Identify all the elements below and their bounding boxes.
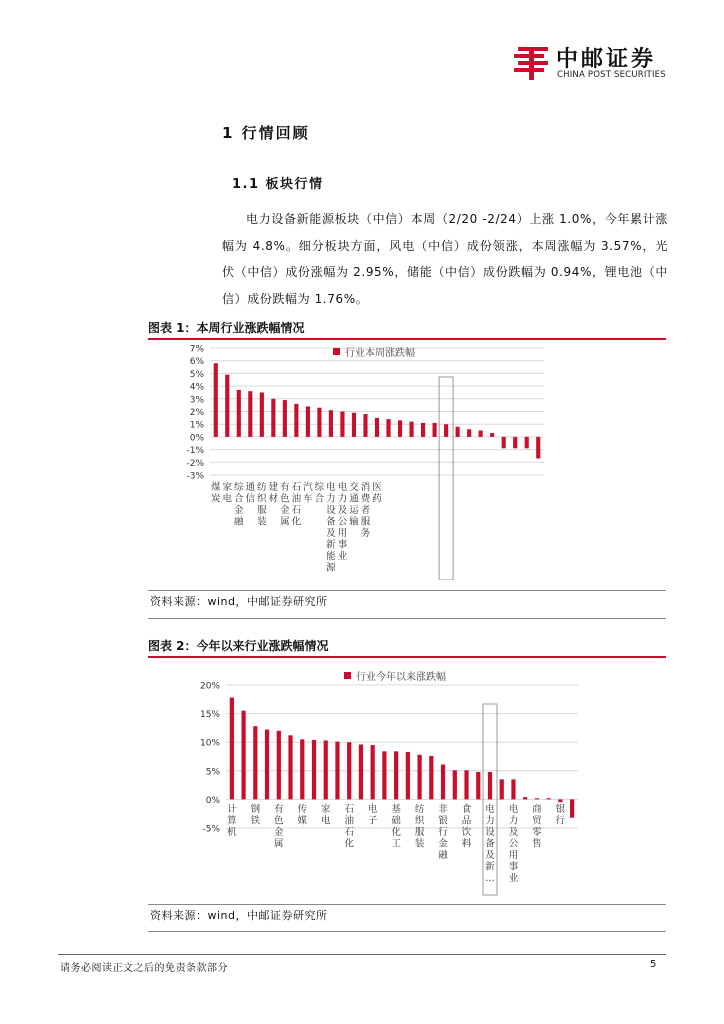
brand-name-cn: 中邮证券	[556, 47, 657, 72]
x-label-char: 行	[438, 827, 448, 838]
bar	[300, 739, 304, 799]
bar	[467, 429, 471, 437]
figure2-title: 图表 2：今年以来行业涨跌幅情况	[148, 638, 666, 658]
x-label-char: 装	[257, 516, 267, 528]
x-label-char: 消	[360, 482, 371, 493]
figure1-divider	[148, 590, 666, 591]
legend-swatch	[344, 672, 351, 679]
y-tick-label: 15%	[199, 710, 220, 721]
figure1-title: 图表 1：本周行业涨跌幅情况	[148, 320, 666, 340]
x-label-char: 算	[227, 815, 237, 827]
x-label-char: 用	[508, 850, 519, 861]
x-label-char: 合	[234, 493, 244, 505]
x-label-char: 用	[337, 528, 348, 539]
x-label-char: 传	[297, 804, 308, 815]
bar	[433, 423, 437, 437]
y-tick-label: 0%	[205, 795, 220, 806]
bar	[312, 740, 316, 799]
x-category-label	[303, 481, 313, 505]
x-label-char: 金	[438, 838, 448, 850]
x-label-char: 属	[274, 838, 284, 850]
bar	[513, 437, 517, 448]
x-label-char: 石	[291, 482, 302, 493]
x-label-char: 综	[234, 482, 244, 493]
y-tick-label: 5%	[205, 767, 220, 778]
section-title: 1 行情回顾	[222, 124, 310, 142]
x-label-char: 色	[280, 493, 290, 505]
bar	[429, 756, 433, 799]
bar	[363, 414, 367, 437]
x-label-char: 电	[508, 804, 519, 815]
bar	[511, 779, 515, 799]
x-label-char: 饮	[461, 827, 472, 838]
x-label-char: 装	[414, 838, 425, 850]
x-label-char: 零	[532, 827, 542, 838]
bar	[225, 375, 229, 437]
x-category-label	[292, 482, 302, 528]
subsection-title: 1.1 板块行情	[232, 177, 324, 192]
x-label-char: …	[485, 873, 495, 884]
y-tick-label: 5%	[189, 369, 204, 380]
bar	[535, 798, 539, 799]
x-label-char: 金	[234, 505, 244, 516]
x-label-char: 公	[337, 516, 348, 528]
y-tick-label: 1%	[189, 420, 204, 431]
x-category-label	[391, 803, 401, 850]
bar	[409, 422, 413, 437]
x-label-char: 纺	[414, 804, 425, 815]
x-label-char: 通	[349, 493, 359, 505]
figure2-source: 资料来源：wind，中邮证券研究所	[150, 909, 328, 922]
x-label-char: 料	[461, 838, 472, 850]
x-category-label	[269, 481, 279, 505]
x-label-char: 业	[337, 551, 348, 562]
bar	[570, 799, 574, 817]
x-label-char: 非	[438, 804, 448, 815]
bar	[490, 433, 494, 437]
bar	[371, 745, 375, 799]
x-label-char: 子	[367, 815, 378, 827]
bar	[277, 731, 281, 800]
china-post-logo-icon	[512, 44, 552, 80]
x-label-char: 建	[268, 482, 279, 493]
x-category-label	[257, 481, 267, 528]
bar	[421, 423, 425, 437]
x-label-char: 能	[326, 551, 336, 562]
bar	[359, 744, 363, 799]
bar	[441, 765, 445, 800]
x-category-label	[246, 482, 256, 505]
x-label-char: 品	[461, 815, 472, 827]
x-label-char: 新	[485, 861, 495, 873]
x-category-label	[509, 803, 519, 884]
x-label-char: 商	[532, 804, 542, 815]
x-label-char: 石	[344, 827, 354, 838]
y-tick-label: -1%	[186, 446, 204, 457]
x-label-char: 化	[391, 827, 401, 838]
x-label-char: 属	[280, 516, 290, 528]
footer-disclaimer: 请务必阅读正文之后的免责条款部分	[60, 963, 228, 974]
x-label-char: 源	[326, 562, 336, 574]
x-label-char: 化	[291, 516, 302, 528]
x-label-char: 机	[227, 827, 237, 838]
x-label-char: 药	[372, 493, 382, 505]
bar	[456, 427, 460, 437]
legend-label: 行业本周涨跌幅	[345, 348, 415, 359]
x-label-char: 金	[280, 505, 290, 516]
x-label-char: 者	[360, 505, 371, 516]
bar	[547, 798, 551, 799]
x-label-char: 通	[245, 482, 256, 493]
y-tick-label: 2%	[189, 408, 204, 418]
bar	[230, 698, 234, 800]
x-category-label	[415, 803, 425, 850]
x-label-char: 银	[555, 804, 566, 815]
x-label-char: 公	[508, 838, 519, 850]
x-category-label	[227, 803, 237, 838]
x-label-char: 纺	[257, 482, 267, 493]
x-label-char: 融	[438, 850, 448, 861]
x-label-char: 银	[438, 815, 448, 827]
x-label-char: 油	[344, 815, 354, 827]
bar	[464, 770, 468, 799]
bar	[558, 799, 562, 802]
x-label-char: 医	[372, 482, 382, 493]
legend-label: 行业今年以来涨跌幅	[356, 672, 446, 683]
figure1-bottom-border	[148, 618, 666, 619]
x-label-char: 设	[326, 505, 336, 516]
y-tick-label: 3%	[189, 395, 204, 406]
bar	[237, 390, 241, 437]
x-label-char: 及	[326, 528, 336, 539]
bar	[329, 410, 333, 437]
x-category-label	[251, 803, 261, 827]
x-label-char: 织	[414, 815, 425, 827]
highlight-box	[439, 377, 453, 580]
bar	[444, 424, 448, 437]
x-label-char: 力	[508, 815, 519, 827]
bar	[525, 437, 529, 448]
x-label-char: 媒	[297, 815, 308, 827]
figure1-chart	[148, 340, 666, 580]
y-tick-label: 7%	[189, 344, 204, 355]
x-label-char: 电	[222, 493, 233, 505]
x-category-label	[274, 803, 284, 850]
x-label-char: 及	[485, 850, 495, 861]
x-label-char: 钢	[250, 804, 261, 815]
bar	[283, 400, 287, 437]
x-label-char: 备	[485, 838, 495, 850]
x-category-label	[462, 803, 472, 850]
x-label-char: 有	[280, 482, 290, 493]
bar	[335, 742, 339, 800]
x-label-char: 费	[360, 493, 371, 505]
bar	[324, 740, 328, 799]
x-category-label	[361, 481, 371, 539]
bar	[352, 413, 356, 437]
y-tick-label: -2%	[186, 458, 204, 469]
bar	[479, 431, 483, 437]
x-label-char: 业	[508, 873, 519, 884]
y-tick-label: 20%	[199, 681, 220, 692]
figure2-divider	[148, 904, 666, 905]
x-label-char: 贸	[532, 815, 542, 827]
x-category-label	[338, 481, 348, 562]
x-label-char: 服	[360, 516, 371, 528]
x-category-label	[532, 803, 542, 850]
x-label-char: 服	[257, 505, 267, 516]
body-paragraph: 电力设备新能源板块（中信）本周（2/20 -2/24）上涨 1.0%，今年累计涨幅为 4.8%。细分板块方面，风电（中信）成份领涨，本周涨幅为 3.57%，光伏（中信）成份涨幅为 2.95%，储能（中信）成份跌幅为 0.94%，锂电池（中信）成份跌幅为 1.76%。	[222, 212, 668, 306]
x-label-char: 础	[391, 815, 401, 827]
bar	[394, 751, 398, 799]
x-label-char: 车	[303, 493, 313, 505]
y-tick-label: 4%	[189, 382, 204, 393]
bar	[536, 437, 540, 459]
figure2-chart	[148, 660, 666, 900]
x-label-char: 交	[349, 482, 359, 493]
x-label-char: 化	[344, 838, 354, 850]
bar	[340, 412, 344, 437]
x-label-char: 电	[326, 482, 336, 493]
bar	[382, 751, 386, 799]
x-label-char: 力	[337, 493, 348, 505]
footer-divider	[58, 954, 666, 955]
x-label-char: 电	[485, 804, 495, 815]
x-category-label	[344, 804, 354, 850]
bar	[375, 418, 379, 437]
x-category-label	[349, 481, 359, 528]
x-category-label	[298, 803, 308, 827]
x-label-char: 新	[326, 539, 336, 551]
bar	[488, 772, 492, 799]
x-label-char: 力	[485, 815, 495, 827]
x-label-char: 设	[485, 827, 495, 838]
bar	[453, 770, 457, 799]
bar	[294, 404, 298, 437]
bar	[241, 711, 245, 800]
bar	[406, 752, 410, 799]
x-label-char: 家	[320, 804, 331, 815]
x-label-char: 食	[461, 804, 472, 815]
bar	[502, 437, 506, 448]
bar	[306, 406, 310, 436]
x-label-char: 合	[314, 493, 325, 505]
legend-swatch	[333, 348, 340, 355]
x-label-char: 有	[274, 804, 284, 815]
x-label-char: 色	[274, 815, 284, 827]
y-tick-label: 6%	[189, 357, 204, 368]
x-label-char: 电	[367, 804, 378, 815]
x-label-char: 汽	[303, 482, 313, 493]
bar	[288, 735, 292, 799]
y-tick-label: -3%	[186, 471, 204, 482]
page-number: 5	[650, 959, 657, 970]
bar	[500, 779, 504, 799]
x-label-char: 材	[268, 493, 279, 505]
x-category-label	[234, 481, 244, 528]
x-label-char: 计	[227, 804, 237, 815]
brand-name-en: CHINA POST SECURITIES	[557, 70, 666, 80]
x-label-char: 铁	[250, 815, 261, 827]
x-label-char: 电	[337, 482, 348, 493]
x-category-label	[280, 481, 290, 528]
y-tick-label: 10%	[199, 738, 220, 749]
x-label-char: 备	[326, 516, 336, 528]
x-category-label	[211, 481, 221, 505]
x-category-label	[321, 803, 331, 827]
x-label-char: 工	[391, 838, 401, 850]
x-label-char: 务	[360, 528, 371, 539]
x-category-label	[372, 482, 382, 505]
x-label-char: 信	[245, 493, 256, 505]
bar	[386, 419, 390, 437]
bar	[253, 726, 257, 799]
figure1-source: 资料来源：wind，中邮证券研究所	[150, 595, 328, 608]
x-label-char: 运	[349, 505, 359, 516]
x-label-char: 融	[234, 516, 244, 528]
x-label-char: 及	[508, 827, 519, 838]
x-label-char: 综	[314, 482, 325, 493]
x-label-char: 事	[337, 539, 348, 551]
x-label-char: 电	[320, 815, 331, 827]
x-category-label	[438, 803, 448, 861]
x-category-label	[315, 481, 325, 505]
x-label-char: 煤	[211, 482, 221, 493]
x-label-char: 输	[349, 516, 359, 528]
bar	[260, 392, 264, 436]
x-category-label	[485, 803, 495, 884]
x-label-char: 服	[414, 827, 425, 838]
bar	[248, 391, 252, 437]
y-tick-label: 0%	[189, 433, 204, 444]
x-label-char: 石	[291, 505, 302, 516]
bar	[398, 420, 402, 437]
bar	[214, 363, 218, 437]
bar	[417, 755, 421, 800]
bar	[523, 797, 527, 799]
y-tick-label: -5%	[202, 824, 220, 835]
bar	[476, 772, 480, 799]
x-label-char: 炭	[211, 493, 221, 505]
x-label-char: 事	[508, 861, 519, 873]
x-category-label	[223, 481, 233, 505]
bar	[317, 408, 321, 437]
x-label-char: 家	[222, 482, 233, 493]
x-label-char: 及	[337, 505, 348, 516]
x-label-char: 力	[326, 493, 336, 505]
x-label-char: 行	[555, 815, 566, 827]
figure2-bottom-border	[148, 931, 666, 932]
bar	[271, 399, 275, 437]
x-category-label	[556, 803, 566, 827]
x-label-char: 基	[391, 804, 401, 815]
bar	[347, 742, 351, 799]
x-label-char: 油	[291, 493, 302, 505]
x-category-label	[368, 803, 378, 827]
x-label-char: 售	[532, 838, 542, 850]
bar	[265, 730, 269, 800]
brand-logo	[512, 44, 677, 84]
x-label-char: 石	[344, 804, 354, 815]
x-category-label	[326, 481, 336, 574]
x-label-char: 织	[257, 493, 267, 505]
x-label-char: 金	[274, 827, 284, 838]
